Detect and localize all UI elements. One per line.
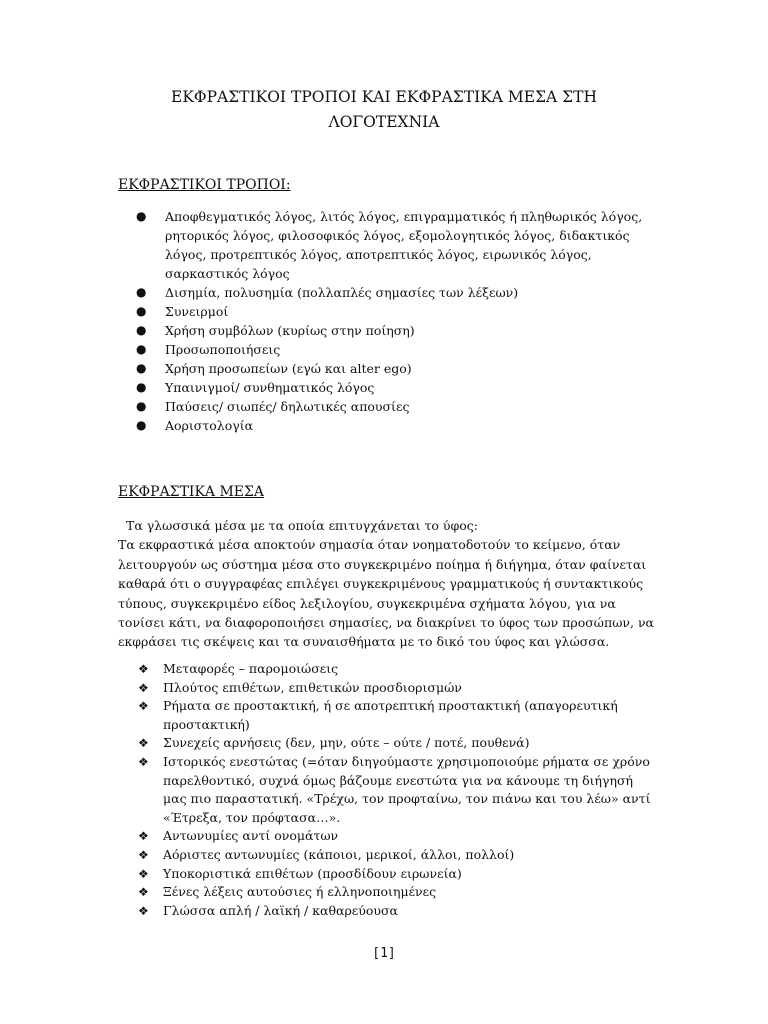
- bullet-icon: ●: [136, 209, 147, 223]
- diamond-bullet-icon: ❖: [138, 699, 149, 714]
- list-item: [130, 378, 650, 397]
- list-item: [138, 846, 658, 865]
- expressive-modes-list: [130, 207, 650, 435]
- list-item: [138, 753, 658, 827]
- list-item-text: Υπαινιγμοί/ συνθηματικός λόγος: [165, 380, 375, 395]
- bullet-icon: ●: [136, 304, 147, 318]
- list-item: [130, 340, 650, 359]
- list-item-text: Αντωνυμίες αντί ονομάτων: [163, 828, 339, 844]
- section-heading-modes: ΕΚΦΡΑΣΤΙΚΟΙ ΤΡΟΠΟΙ:: [118, 177, 291, 193]
- list-item: [138, 827, 658, 846]
- section-heading-means: ΕΚΦΡΑΣΤΙΚΑ ΜΕΣΑ: [118, 484, 265, 500]
- list-item-text: Χρήση προσωπείων (εγώ και alter ego): [165, 361, 412, 376]
- title-line-2: ΛΟΓΟΤΕΧΝΙΑ: [328, 113, 440, 131]
- title-line-1: ΕΚΦΡΑΣΤΙΚΟΙ ΤΡΟΠΟΙ ΚΑΙ ΕΚΦΡΑΣΤΙΚΑ ΜΕΣΑ ΣΤΗ: [171, 88, 597, 106]
- list-item-text: Ιστορικός ενεστώτας (=όταν διηγούμαστε χρησιμοποιούμε ρήματα σε χρόνο παρελθοντικό, συχνά όμως βάζουμε ενεστώτα για να κάνουμε τη διήγησή μας πιο παραστατική. «Τρέχω, τον προφταίνω, τον πιάνω και του λέω» αντί «Έτρεξα, τον πρόφτασα…».: [163, 753, 651, 825]
- list-item: [138, 902, 658, 921]
- diamond-bullet-icon: ❖: [138, 885, 149, 900]
- list-item-text: Συνεχείς αρνήσεις (δεν, μην, ούτε – ούτε / ποτέ, πουθενά): [163, 735, 530, 751]
- bullet-icon: ●: [136, 285, 147, 299]
- expressive-means-list: [138, 660, 658, 920]
- page-title: [0, 85, 768, 135]
- bullet-icon: ●: [136, 361, 147, 375]
- bullet-icon: ●: [136, 342, 147, 356]
- intro-paragraph: [118, 516, 656, 652]
- list-item-text: Χρήση συμβόλων (κυρίως στην ποίηση): [165, 323, 415, 338]
- list-item: [138, 883, 658, 902]
- diamond-bullet-icon: ❖: [138, 847, 149, 862]
- list-item: [130, 321, 650, 340]
- list-item-text: Παύσεις/ σιωπές/ δηλωτικές απουσίες: [165, 399, 410, 414]
- list-item-text: Αποφθεγματικός λόγος, λιτός λόγος, επιγραμματικός ή πληθωρικός λόγος, ρητορικός λόγος, φιλοσοφικός λόγος, εξομολογητικός λόγος, διδακτικός λόγος, προτρεπτικός λόγος, αποτρεπτικός λόγος, ειρωνικός λόγος, σαρκαστικός λόγος: [165, 209, 643, 281]
- list-item-text: Αοριστολογία: [165, 418, 254, 433]
- list-item-text: Γλώσσα απλή / λαϊκή / καθαρεύουσα: [163, 902, 398, 918]
- list-item: [130, 397, 650, 416]
- intro-body: Τα εκφραστικά μέσα αποκτούν σημασία όταν νοηματοδοτούν το κείμενο, όταν λειτουργούν ως σύστημα μέσα στο συγκεκριμένο ποίημα ή διήγημα, όταν φαίνεται καθαρά ότι ο συγγραφέας επιλέγει συγκεκριμένους γραμματικούς ή συντακτικούς τύπους, συγκεκριμένο είδος λεξιλογίου, συγκεκριμένα σχήματα λόγου, για να τονίσει κάτι, να διαφοροποιήσει σημασίες, να διακρίνει το ύφος των προσώπων, να εκφράσει τις σκέψεις και τα συναισθήματα με το δικό του ύφος και γλώσσα.: [118, 537, 654, 650]
- list-item: [138, 679, 658, 698]
- list-item: [130, 416, 650, 435]
- list-item-text: Συνειρμοί: [165, 304, 229, 319]
- list-item-text: Δισημία, πολυσημία (πολλαπλές σημασίες των λέξεων): [165, 285, 519, 300]
- diamond-bullet-icon: ❖: [138, 866, 149, 881]
- bullet-icon: ●: [136, 418, 147, 432]
- list-item: [130, 302, 650, 321]
- list-item-text: Πλούτος επιθέτων, επιθετικών προσδιορισμών: [163, 679, 462, 695]
- bullet-icon: ●: [136, 399, 147, 413]
- list-item: [138, 660, 658, 679]
- diamond-bullet-icon: ❖: [138, 680, 149, 695]
- list-item-text: Υποκοριστικά επιθέτων (προσδίδουν ειρωνεία): [163, 865, 462, 881]
- list-item: [138, 734, 658, 753]
- list-item-text: Ρήματα σε προστακτική, ή σε αποτρεπτική προστακτική (απαγορευτική προστακτική): [163, 698, 618, 732]
- diamond-bullet-icon: ❖: [138, 754, 149, 769]
- list-item-text: Ξένες λέξεις αυτούσιες ή ελληνοποιημένες: [163, 884, 437, 900]
- diamond-bullet-icon: ❖: [138, 736, 149, 751]
- bullet-icon: ●: [136, 380, 147, 394]
- intro-first-line: Τα γλωσσικά μέσα με τα οποία επιτυγχάνεται το ύφος:: [126, 518, 478, 533]
- diamond-bullet-icon: ❖: [138, 903, 149, 918]
- list-item: [138, 697, 658, 734]
- diamond-bullet-icon: ❖: [138, 829, 149, 844]
- page-number: [1]: [372, 946, 396, 961]
- list-item-text: Μεταφορές – παρομοιώσεις: [163, 661, 339, 676]
- list-item: [130, 207, 650, 283]
- list-item: [130, 283, 650, 302]
- list-item: [130, 359, 650, 378]
- list-item-text: Αόριστες αντωνυμίες (κάποιοι, μερικοί, άλλοι, πολλοί): [163, 846, 515, 862]
- bullet-icon: ●: [136, 323, 147, 337]
- list-item-text: Προσωποποιήσεις: [165, 342, 281, 357]
- diamond-bullet-icon: ❖: [138, 662, 149, 676]
- list-item: [138, 865, 658, 884]
